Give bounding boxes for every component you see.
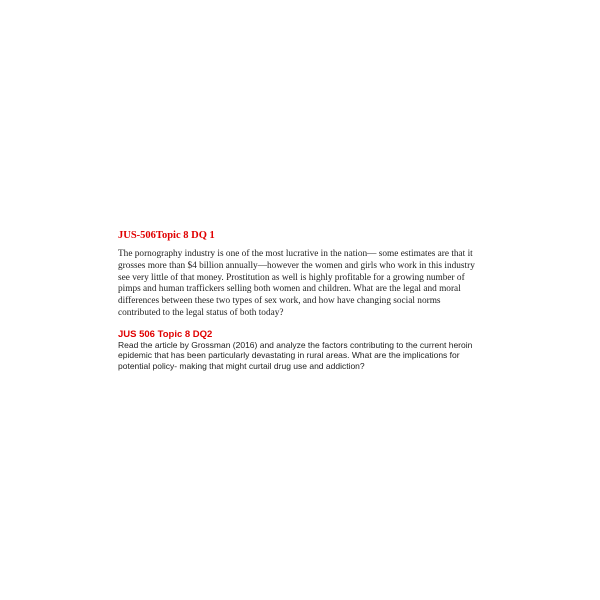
dq1-body: The pornography industry is one of the most lucrative in the nation— some estimates are that it grosses more than $4 billion annually—however the women and girls who work in this industry see very little of that money. Prostitution as well is highly profitable for a growing number of pimps and human traffickers selling both women and children. What are the legal and moral differences between these two types of sex work, and how have changing social norms contributed to the legal status of both today? (118, 249, 475, 318)
dq1-heading: JUS-506Topic 8 DQ 1 (118, 230, 215, 241)
dq2-heading: JUS 506 Topic 8 DQ2 (118, 328, 213, 340)
dq2-body: Read the article by Grossman (2016) and analyze the factors contributing to the current heroin epidemic that has been particularly devastating in rural areas. What are the implications for potential policy- making that might curtail drug use and addiction? (118, 339, 473, 371)
document-content (118, 230, 478, 372)
